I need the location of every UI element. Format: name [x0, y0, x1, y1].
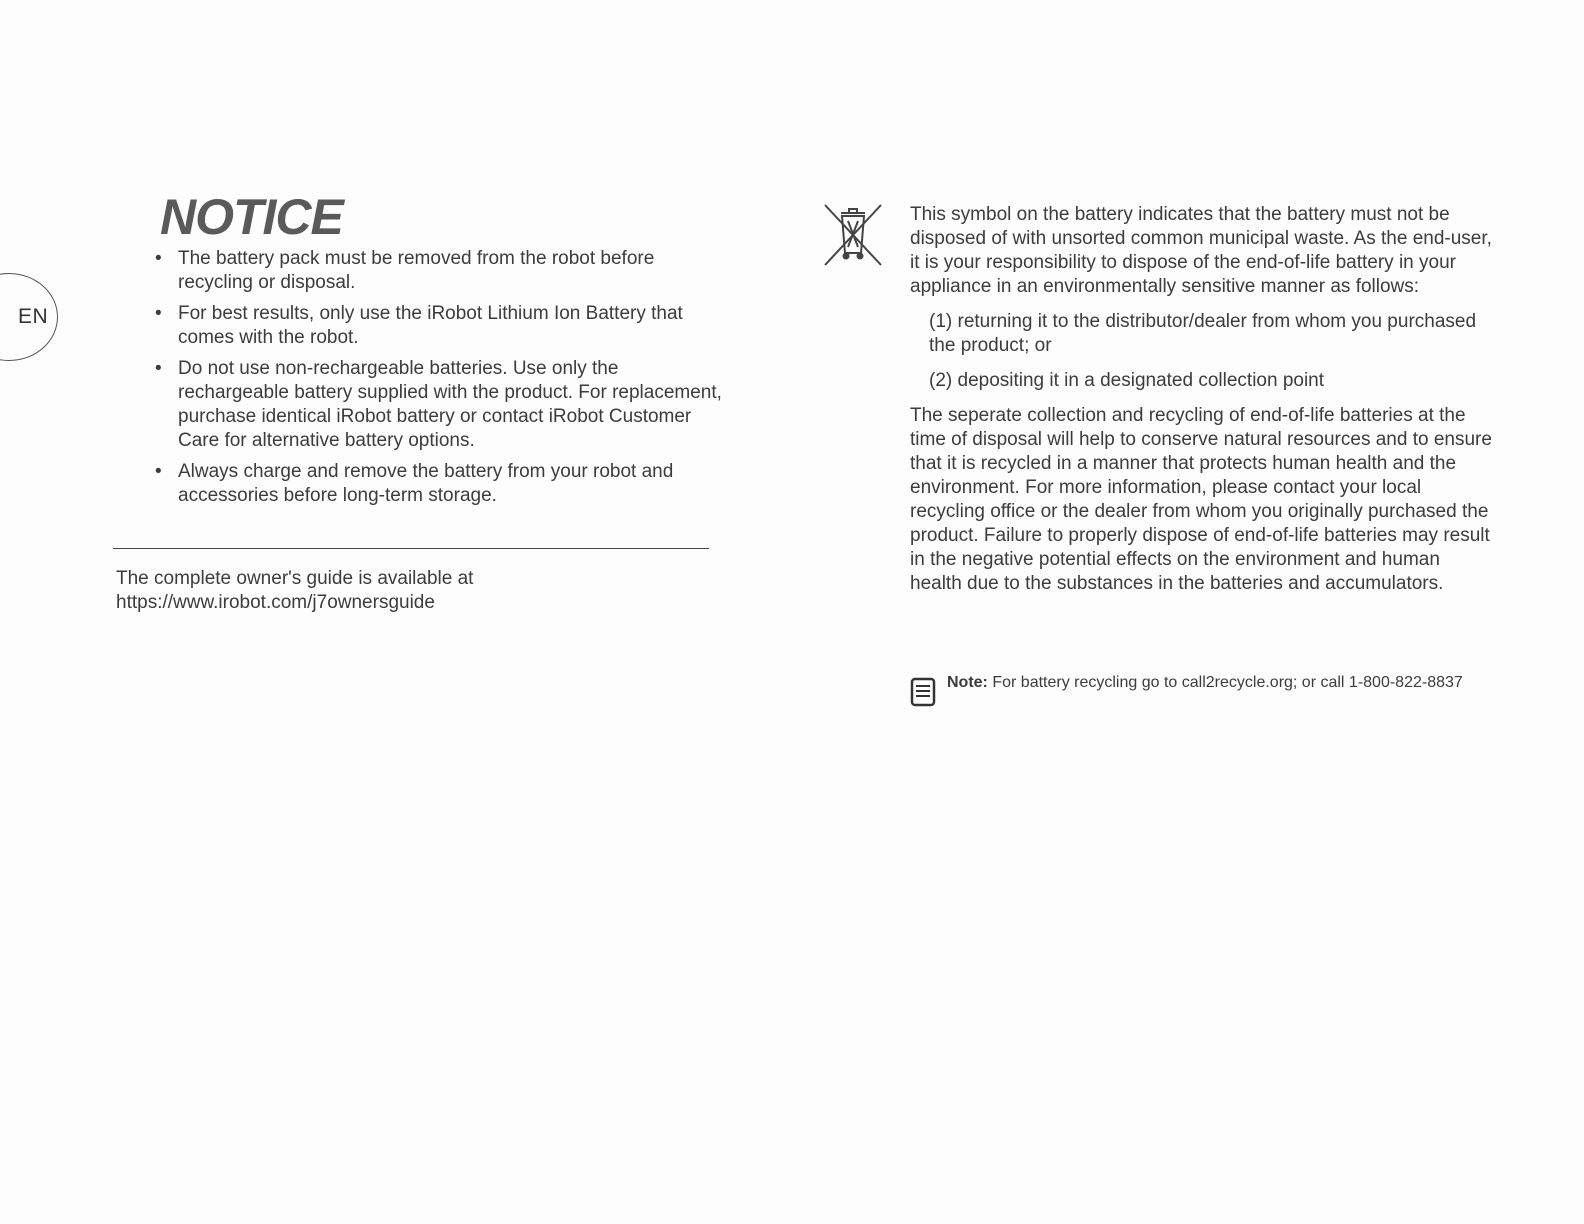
disposal-body: The seperate collection and recycling of end-of-life batteries at the time of disposal will help to conserve natural resources and to ensure that it is recycled in a manner that protects human health and the environment. For more information, please contact your local recycling office or the dealer from whom you originally purchased the product. Failure to properly dispose of end-of-life batteries may result in the negative potential effects on the environment and human health due to the substances in the batteries and accumulators. — [910, 405, 1492, 594]
note-text — [947, 672, 1487, 693]
notice-item-text: The battery pack must be removed from the robot before recycling or disposal. — [178, 248, 655, 293]
disposal-option-1: (1) returning it to the distributor/dealer from whom you purchased the product; or — [929, 311, 1477, 356]
notice-item-text: Do not use non-rechargeable batteries. Use only the rechargeable battery supplied with the product. For replacement, purchase identical iRobot battery or contact iRobot Customer Care for alternative battery options. — [178, 358, 722, 451]
notice-item — [155, 247, 725, 295]
language-tab-label: EN — [18, 305, 49, 328]
notice-item — [155, 460, 725, 508]
owners-guide-text: The complete owner's guide is available at — [116, 568, 474, 589]
notice-item — [155, 357, 725, 453]
notice-title: NOTICE — [160, 189, 343, 245]
note-label: Note: — [947, 674, 988, 691]
bullet-icon: • — [155, 461, 162, 482]
disposal-info — [910, 203, 1495, 596]
disposal-option-2: (2) depositing it in a designated collection point — [929, 370, 1325, 391]
owners-guide-info — [116, 567, 636, 615]
notice-list — [155, 247, 725, 515]
bullet-icon: • — [155, 358, 162, 379]
crossed-out-wheelie-bin-icon — [823, 203, 883, 269]
note-body: For battery recycling go to call2recycle.org; or call 1-800-822-8837 — [992, 674, 1463, 691]
note-icon — [910, 677, 936, 707]
disposal-intro: This symbol on the battery indicates that the battery must not be disposed of with unsorted common municipal waste. As the end-user, it is your responsibility to dispose of the end-of-life battery in your appliance in an environmentally sensitive manner as follows: — [910, 204, 1492, 297]
bullet-icon: • — [155, 248, 162, 269]
section-divider — [113, 548, 709, 549]
notice-item — [155, 302, 725, 350]
bullet-icon: • — [155, 303, 162, 324]
owners-guide-url[interactable]: https://www.irobot.com/j7ownersguide — [116, 592, 435, 613]
notice-item-text: For best results, only use the iRobot Lithium Ion Battery that comes with the robot. — [178, 303, 683, 348]
notice-item-text: Always charge and remove the battery from your robot and accessories before long-term storage. — [178, 461, 674, 506]
